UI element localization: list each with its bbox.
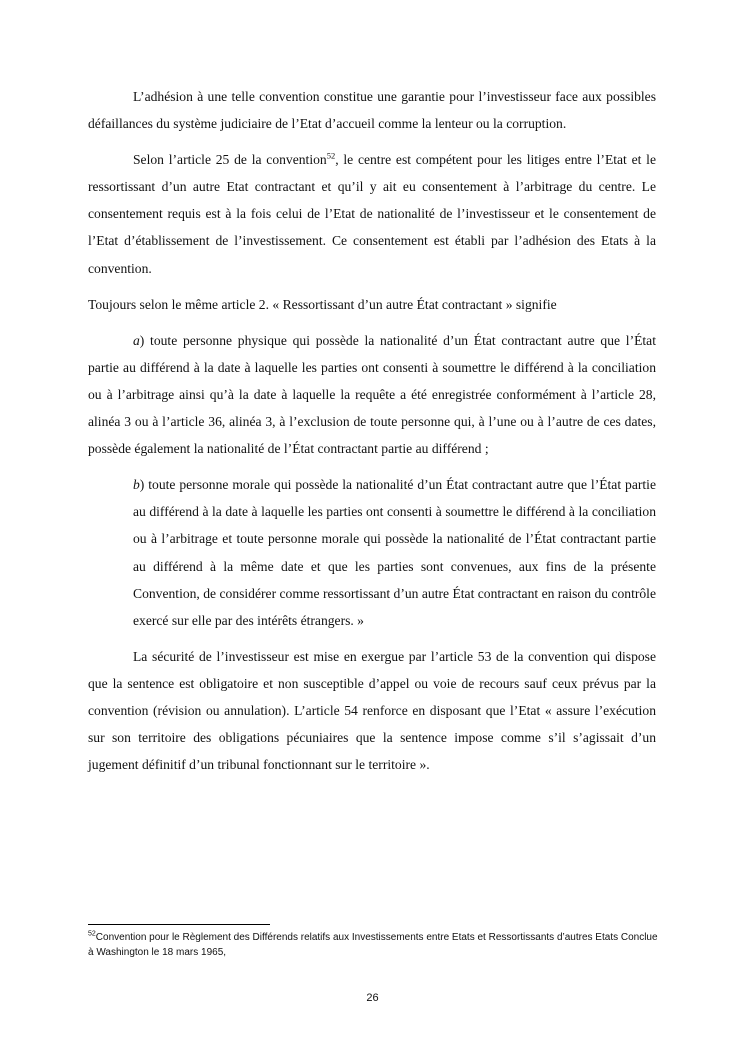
paragraph-article-25-text: , le centre est compétent pour les litiges entre l’Etat et le ressortissant d’un autre Etat contractant et qu’il y ait eu consentement à l’arbitrage du centre. Le consentement requis est à la fois celui de l’Etat de nationalité de l’investisseur et le consentement de l’Etat d’établissement de l’investissement. Ce consentement est établi par l’adhésion des Etats à la convention. xyxy=(88,152,656,276)
list-item-b-letter: b xyxy=(133,477,140,493)
footnote-text: Convention pour le Règlement des Différends relatifs aux Investissements entre Etats et Ressortissants d’autres Etats Conclue à Washington le 18 mars 1965, xyxy=(88,932,658,958)
page-number: 26 xyxy=(366,992,379,1004)
list-item-a-letter: a xyxy=(133,332,140,348)
paragraph-article-25-lead: Selon l’article 25 de la convention xyxy=(133,152,327,168)
footnote-separator xyxy=(88,924,270,925)
paragraph-adhesion xyxy=(88,83,656,137)
list-item-b-text: ) toute personne morale qui possède la nationalité d’un État contractant autre que l’État partie au différend à la date à laquelle les parties ont consenti à soumettre le différend à la conciliation ou à l’arbitrage et toute personne morale qui possède la nationalité de l’État contractant partie au différend à la même date et que les parties sont convenues, aux fins de la présente Convention, de considérer comme ressortissant d’un autre État contractant en raison du contrôle exercé sur elle par des intérêts étrangers. » xyxy=(133,477,656,628)
paragraph-securite xyxy=(88,643,656,778)
paragraph-article-25 xyxy=(88,146,656,281)
footnote-reference-52[interactable]: 52 xyxy=(326,150,336,161)
list-item-a xyxy=(88,327,656,462)
paragraph-adhesion-text: L’adhésion à une telle convention constitue une garantie pour l’investisseur face aux possibles défaillances du système judiciaire de l’Etat d’accueil comme la lenteur ou la corruption. xyxy=(88,89,656,132)
list-item-b xyxy=(133,471,656,634)
list-item-a-text: ) toute personne physique qui possède la nationalité d’un État contractant autre que l’État partie au différend à la date à laquelle les parties ont consenti à soumettre le différend à la conciliation ou à l’arbitrage ainsi qu’à la date à laquelle la requête a été enregistrée conformément à l’article 28, alinéa 3 ou à l’article 36, alinéa 3, à l’exclusion de toute personne qui, à l’une ou à l’autre de ces dates, possède également la nationalité de l’État contractant partie au différend ; xyxy=(88,332,656,457)
paragraph-article-2-intro-text: Toujours selon le même article 2. « Ressortissant d’un autre État contractant » signifie xyxy=(88,296,557,312)
body-text xyxy=(88,83,656,787)
footnote-number: 52 xyxy=(88,930,96,938)
footnote-52 xyxy=(88,930,658,960)
paragraph-article-2-intro xyxy=(88,291,656,318)
paragraph-securite-text: La sécurité de l’investisseur est mise en exergue par l’article 53 de la convention qui dispose que la sentence est obligatoire et non susceptible d’appel ou voie de recours sauf ceux prévus par la convention (révision ou annulation). L’article 54 renforce en disposant que l’Etat « assure l’exécution sur son territoire des obligations pécuniaires que la sentence impose comme s’il s’agissait d’un jugement définitif d’un tribunal fonctionnant sur le territoire ». xyxy=(88,648,656,773)
